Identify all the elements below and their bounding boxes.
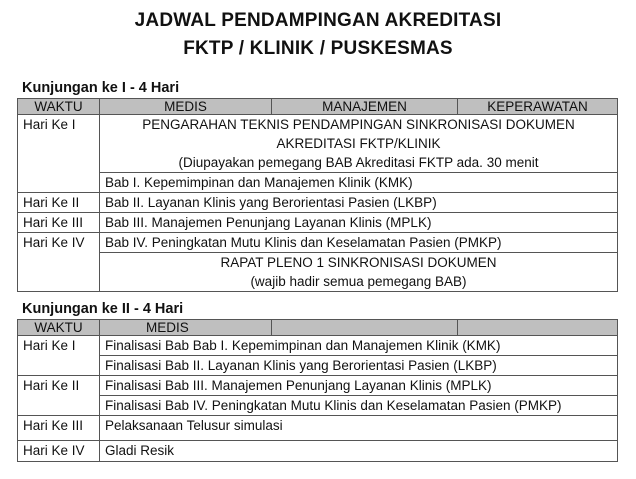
day-cell: Hari Ke IV — [18, 441, 100, 462]
table-header-row — [18, 99, 618, 115]
activity-cell: Bab II. Layanan Klinis yang Berorientasi Pasien (LKBP) — [100, 193, 618, 213]
visit1-heading: Kunjungan ke I - 4 Hari — [22, 80, 180, 96]
table-row — [18, 253, 618, 292]
activity-cell: Gladi Resik — [100, 441, 618, 462]
visit2-heading: Kunjungan ke II - 4 Hari — [22, 301, 184, 317]
activity-cell: Finalisasi Bab II. Layanan Klinis yang Berorientasi Pasien (LKBP) — [100, 356, 618, 376]
table-row — [18, 233, 618, 253]
column-header-empty — [458, 320, 618, 336]
document-title-line1: JADWAL PENDAMPINGAN AKREDITASI — [134, 10, 502, 31]
plenary-cell — [100, 253, 618, 292]
document-title-line2: FKTP / KLINIK / PUSKESMAS — [183, 38, 453, 59]
visit2-schedule-table — [17, 319, 618, 462]
column-header-manajemen: MANAJEMEN — [272, 99, 458, 115]
day-cell: Hari Ke III — [18, 416, 100, 441]
table-row — [18, 336, 618, 356]
day-cell: Hari Ke II — [18, 376, 100, 416]
table-row — [18, 376, 618, 396]
day-cell: Hari Ke II — [18, 193, 100, 213]
activity-cell: Bab I. Kepemimpinan dan Manajemen Klinik (KMK) — [100, 173, 618, 193]
activity-cell: Finalisasi Bab Bab I. Kepemimpinan dan Manajemen Klinik (KMK) — [100, 336, 618, 356]
day-cell: Hari Ke I — [18, 336, 100, 376]
briefing-line: (Diupayakan pemegang BAB Akreditasi FKTP ada. 30 menit — [178, 155, 539, 170]
table-row — [18, 396, 618, 416]
table-row — [18, 441, 618, 462]
table-header-row — [18, 320, 618, 336]
visit1-schedule-table — [17, 98, 618, 292]
activity-cell: Finalisasi Bab IV. Peningkatan Mutu Klinis dan Keselamatan Pasien (PMKP) — [100, 396, 618, 416]
day-cell: Hari Ke IV — [18, 233, 100, 292]
activity-cell: Bab IV. Peningkatan Mutu Klinis dan Keselamatan Pasien (PMKP) — [100, 233, 618, 253]
column-header-empty — [272, 320, 458, 336]
activity-cell: Bab III. Manajemen Penunjang Layanan Klinis (MPLK) — [100, 213, 618, 233]
table-row — [18, 213, 618, 233]
table-row — [18, 173, 618, 193]
day-cell: Hari Ke I — [18, 115, 100, 193]
table-row — [18, 193, 618, 213]
column-header-medis: MEDIS — [100, 99, 272, 115]
column-header-waktu: WAKTU — [18, 99, 100, 115]
briefing-cell — [100, 115, 618, 173]
column-header-keperawatan: KEPERAWATAN — [458, 99, 618, 115]
briefing-line: AKREDITASI FKTP/KLINIK — [276, 136, 441, 151]
column-header-waktu: WAKTU — [18, 320, 100, 336]
plenary-line: (wajib hadir semua pemegang BAB) — [250, 274, 467, 289]
briefing-line: PENGARAHAN TEKNIS PENDAMPINGAN SINKRONISASI DOKUMEN — [142, 117, 575, 132]
table-row — [18, 416, 618, 441]
column-header-medis: MEDIS — [100, 320, 272, 336]
activity-cell: Finalisasi Bab III. Manajemen Penunjang Layanan Klinis (MPLK) — [100, 376, 618, 396]
day-cell: Hari Ke III — [18, 213, 100, 233]
activity-cell: Pelaksanaan Telusur simulasi — [100, 416, 618, 441]
plenary-line: RAPAT PLENO 1 SINKRONISASI DOKUMEN — [220, 255, 497, 270]
table-row — [18, 115, 618, 173]
table-row — [18, 356, 618, 376]
